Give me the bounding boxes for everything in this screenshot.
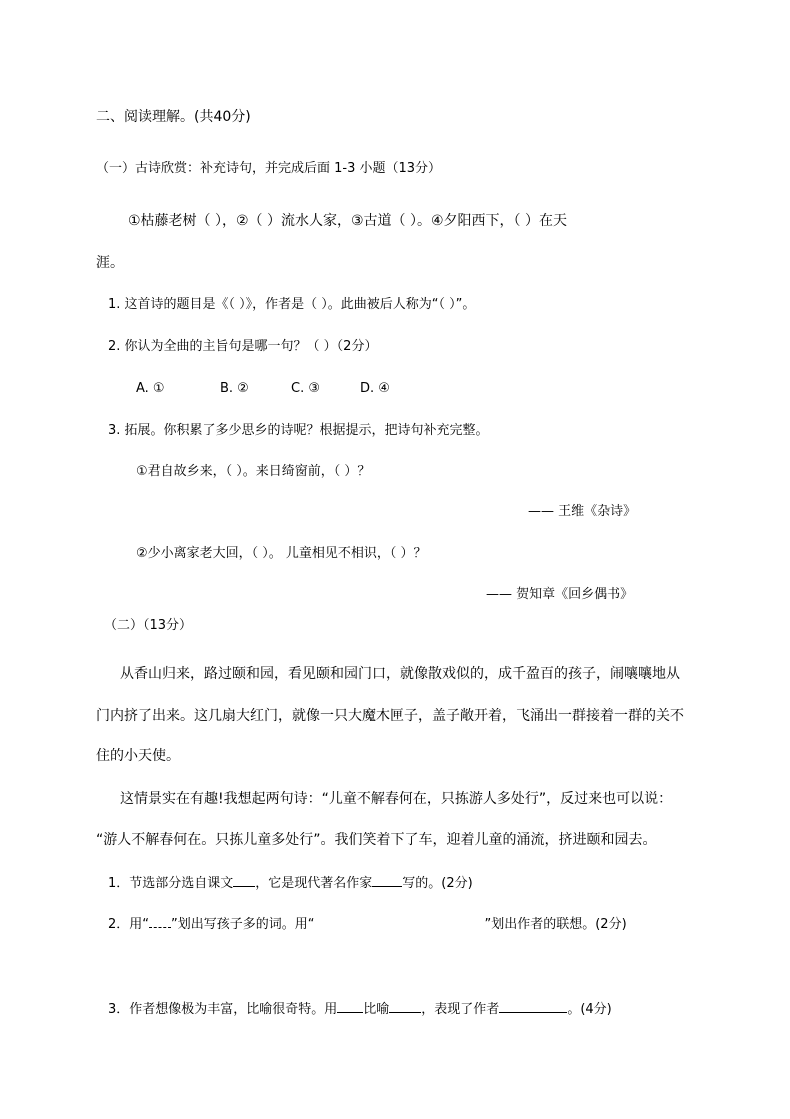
paragraph2-line2: “游人不解春何在。只拣儿童多处行”。我们笑着下了车，迎着儿童的涌流，挤进颐和园去。 [96, 832, 657, 848]
part1-heading: （一）古诗欣赏：补充诗句，并完成后面 1-3 小题（13分） [96, 161, 442, 176]
poem-line-a: ①枯藤老树（ ），②（ ）流水人家，③古道（ ）。④夕阳西下，（ ）在天 [128, 213, 568, 229]
part2-heading: （二）（13分） [104, 618, 193, 633]
q1-text-c: 写的。(2分) [402, 876, 473, 891]
q3-poem-source-1: —— 王维《杂诗》 [528, 504, 637, 519]
part1-question-3: 3. 拓展。你积累了多少思乡的诗呢？根据提示，把诗句补充完整。 [108, 423, 489, 438]
q2-text-a: 2．用“ [108, 917, 150, 932]
blank-compared-to[interactable] [389, 998, 421, 1013]
q3-text-c: ，表现了作者 [421, 1002, 500, 1017]
option-c: C. ③ [291, 381, 320, 396]
poem-line-b: 涯。 [96, 255, 124, 271]
section-title: 二、阅读理解。(共40分) [96, 109, 251, 125]
paragraph2-line1: 这情景实在有趣!我想起两句诗：“儿童不解春何在，只拣游人多处行”，反过来也可以说： [120, 791, 673, 807]
q1-text-b: ，它是现代著名作家 [255, 876, 373, 891]
q2-text-c: ”划出作者的联想。(2分) [484, 917, 627, 932]
option-a: A. ① [136, 381, 165, 396]
part1-question-2: 2. 你认为全曲的主旨句是哪一句？（ ）（2分） [108, 339, 378, 354]
q3-text-a: 3．作者想像极为丰富，比喻很奇特。用 [108, 1002, 338, 1017]
q3-poem-line-2: ②少小离家老大回，（ ）。 儿童相见不相识，（ ）？ [136, 546, 427, 561]
blank-lesson-title[interactable] [233, 872, 255, 887]
q1-text-a: 1．节选部分选自课文 [108, 876, 234, 891]
q3-poem-line-1: ①君自故乡来，（ ）。来日绮窗前，（ ）？ [136, 464, 371, 479]
paragraph1-line1: 从香山归来，路过颐和园，看见颐和园门口，就像散戏似的，成千盈百的孩子，闹嚷嚷地从 [120, 666, 680, 682]
q3-text-d: 。(4分) [567, 1002, 612, 1017]
blank-author[interactable] [372, 872, 402, 887]
part2-question-2 [108, 913, 627, 935]
q2-text-b: ”划出写孩子多的词。用“ [171, 917, 315, 932]
q3-text-b: 比喻 [363, 1002, 390, 1017]
paragraph1-line3: 住的小天使。 [96, 748, 180, 764]
underline-mark-straight [149, 913, 171, 928]
part2-question-1 [108, 872, 473, 894]
option-b: B. ② [220, 381, 249, 396]
option-d: D. ④ [360, 381, 390, 396]
blank-author-feeling[interactable] [499, 998, 567, 1013]
blank-compared-object[interactable] [337, 998, 363, 1013]
part2-question-3 [108, 998, 612, 1020]
paragraph1-line2: 门内挤了出来。这几扇大红门，就像一只大魔木匣子，盖子敞开着，飞涌出一群接着一群的关不 [96, 708, 684, 724]
q3-poem-source-2: —— 贺知章《回乡偶书》 [486, 587, 634, 602]
part1-question-1: 1. 这首诗的题目是《（ ）》，作者是（ ）。此曲被后人称为“（ ）”。 [108, 297, 476, 312]
